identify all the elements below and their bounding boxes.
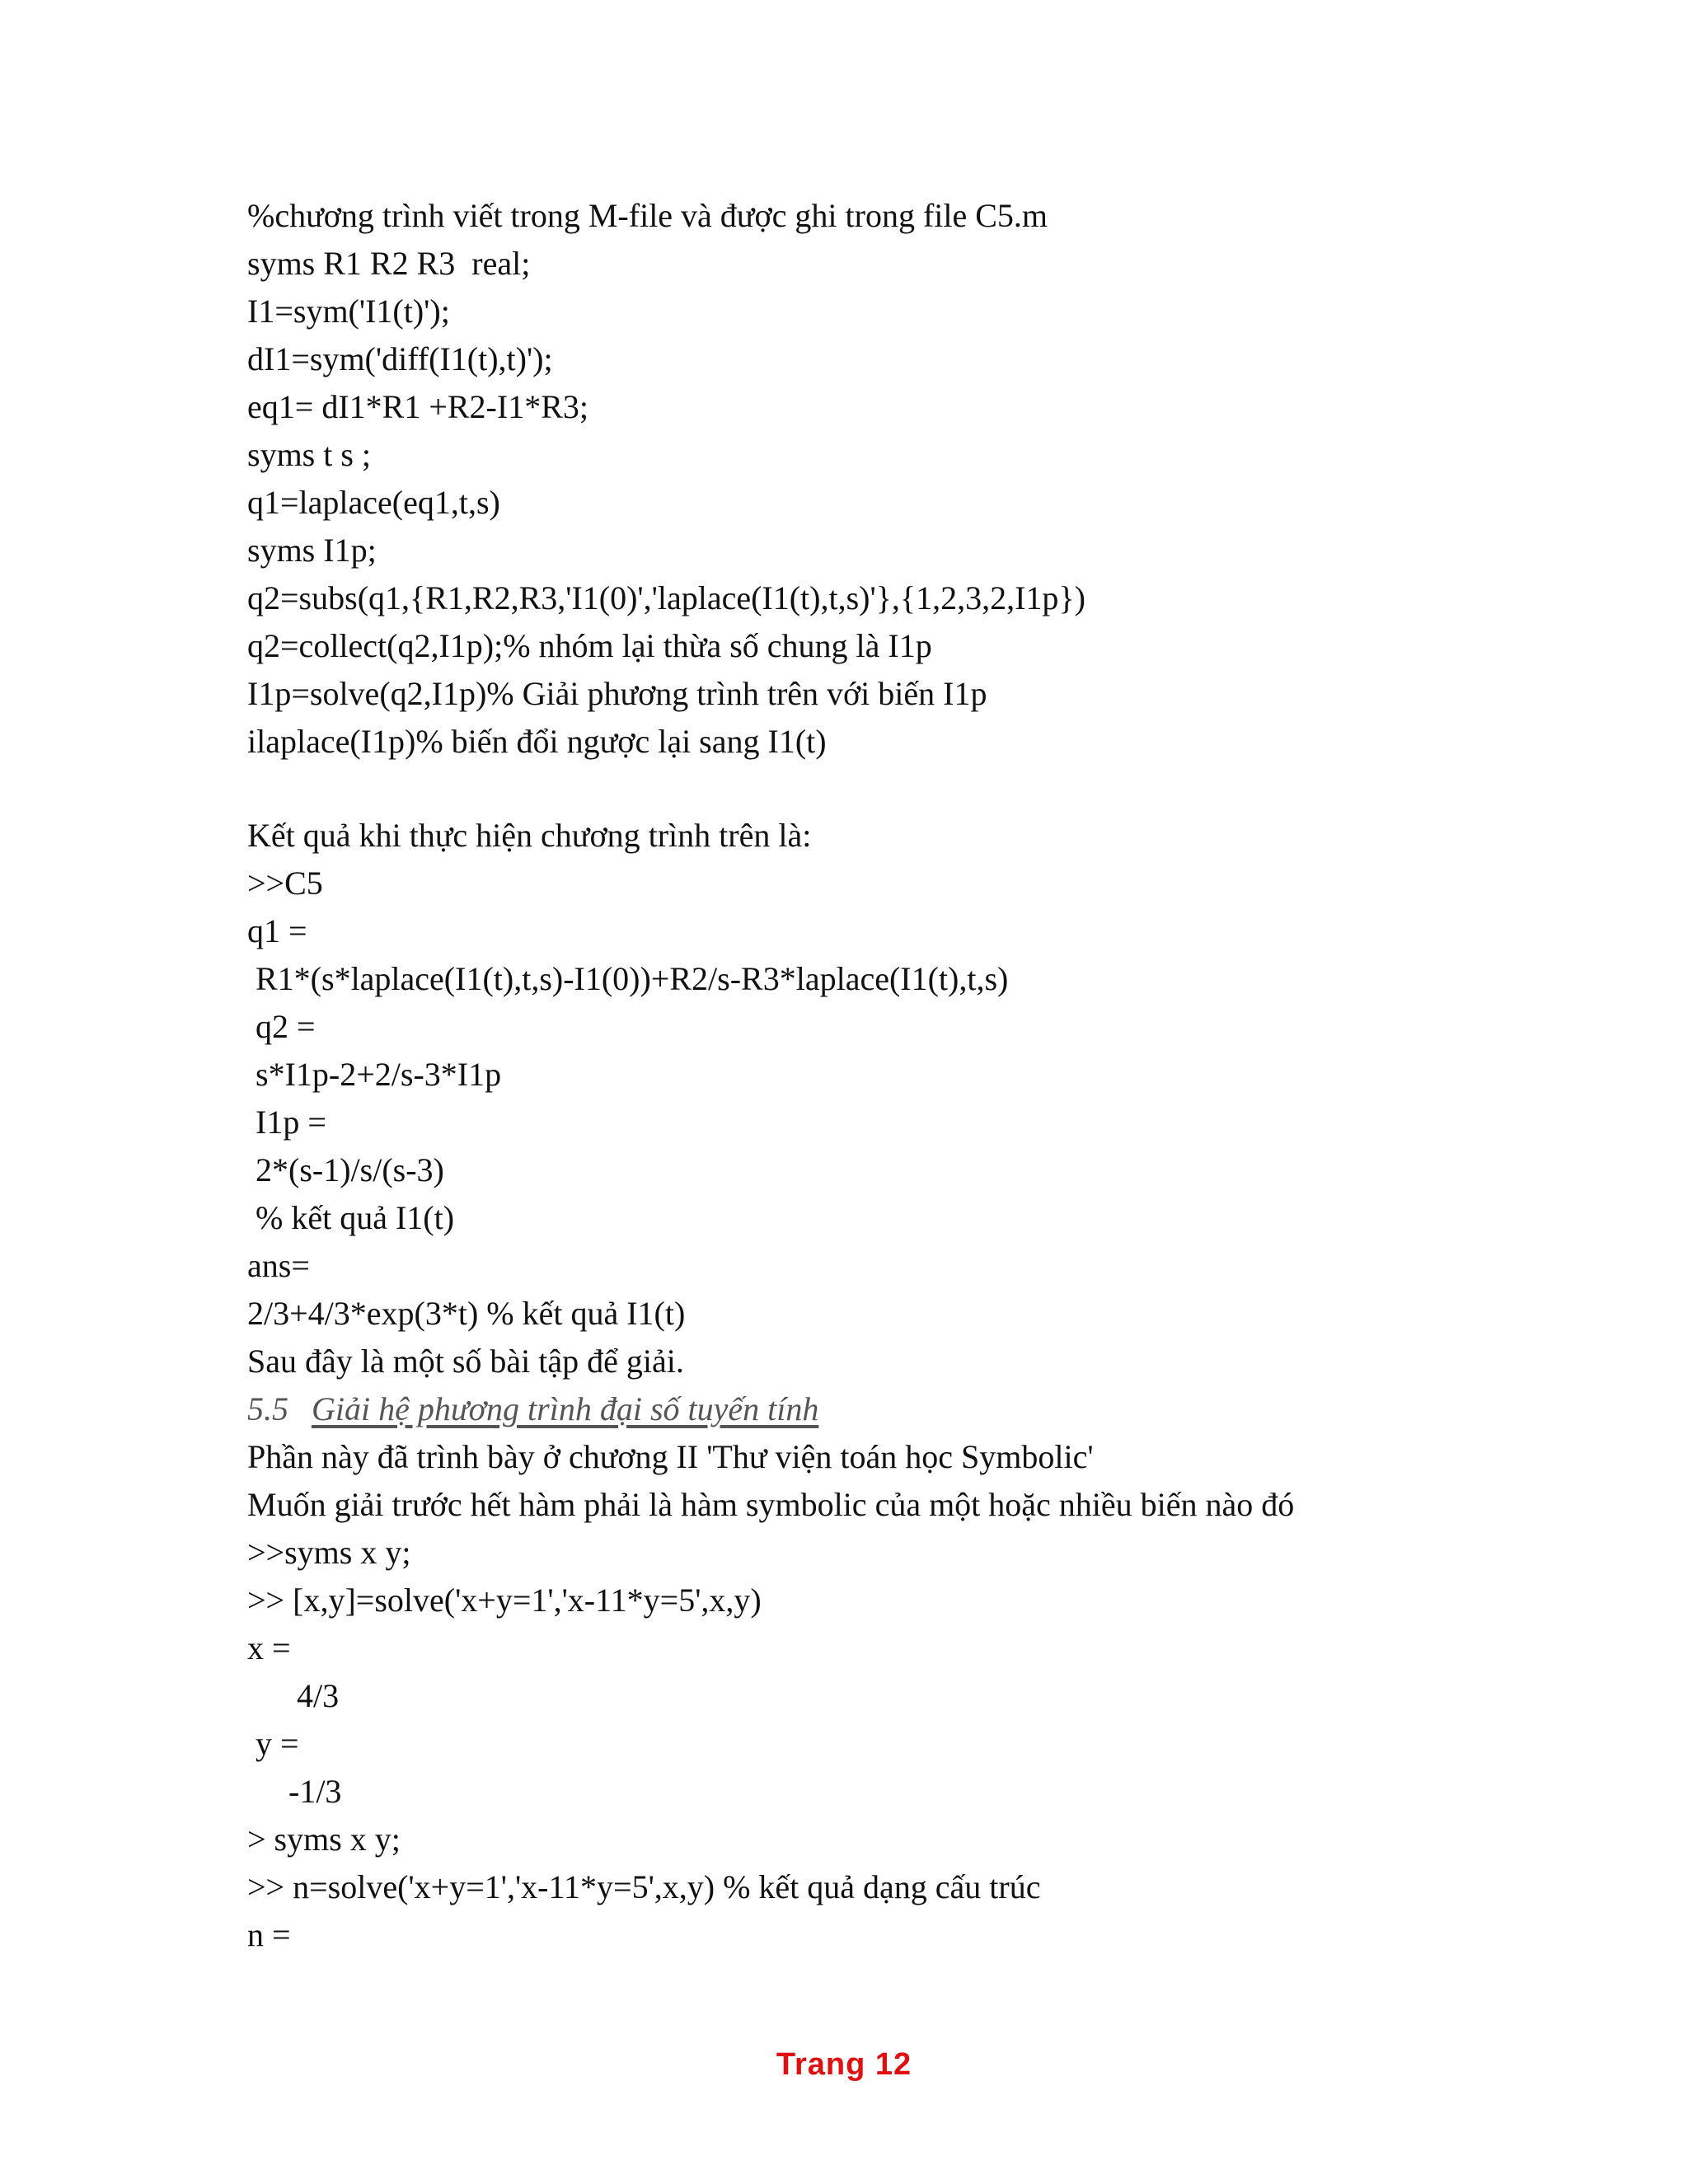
code-line: > syms x y; xyxy=(247,1821,401,1858)
code-line: q2=collect(q2,I1p);% nhóm lại thừa số chung là I1p xyxy=(247,627,932,664)
section-heading xyxy=(247,1390,818,1429)
code-line: dI1=sym('diff(I1(t),t)'); xyxy=(247,340,553,377)
section-number: 5.5 xyxy=(247,1390,288,1427)
output-line: s*I1p-2+2/s-3*I1p xyxy=(247,1056,502,1093)
code-line: syms R1 R2 R3 real; xyxy=(247,245,531,282)
text-line: Kết quả khi thực hiện chương trình trên là: xyxy=(247,817,812,854)
text-line: Phần này đã trình bày ở chương II 'Thư viện toán học Symbolic' xyxy=(247,1438,1094,1475)
output-line: >>C5 xyxy=(247,865,323,902)
code-line: >>syms x y; xyxy=(247,1534,411,1571)
code-line: syms I1p; xyxy=(247,532,377,569)
code-line: q2=subs(q1,{R1,R2,R3,'I1(0)','laplace(I1(t),t,s)'},{1,2,3,2,I1p}) xyxy=(247,579,1085,616)
code-line: I1=sym('I1(t)'); xyxy=(247,293,450,330)
output-line: 2*(s-1)/s/(s-3) xyxy=(247,1151,444,1188)
code-line: eq1= dI1*R1 +R2-I1*R3; xyxy=(247,388,588,425)
code-line: q1=laplace(eq1,t,s) xyxy=(247,484,500,521)
code-line: >> n=solve('x+y=1','x-11*y=5',x,y) % kết quả dạng cấu trúc xyxy=(247,1868,1041,1905)
text-line: Muốn giải trước hết hàm phải là hàm symbolic của một hoặc nhiều biến nào đó xyxy=(247,1486,1295,1523)
code-line: I1p=solve(q2,I1p)% Giải phương trình trên với biến I1p xyxy=(247,675,987,712)
text-line: Sau đây là một số bài tập để giải. xyxy=(247,1343,684,1380)
output-line: 4/3 xyxy=(247,1677,340,1714)
output-line: x = xyxy=(247,1629,291,1666)
output-line: q2 = xyxy=(247,1008,316,1045)
output-line: ans= xyxy=(247,1247,310,1284)
output-line: y = xyxy=(247,1725,299,1762)
output-line: % kết quả I1(t) xyxy=(247,1199,455,1236)
output-line: I1p = xyxy=(247,1104,326,1141)
output-line: n = xyxy=(247,1916,291,1953)
output-line: 2/3+4/3*exp(3*t) % kết quả I1(t) xyxy=(247,1295,686,1332)
output-line: -1/3 xyxy=(247,1773,342,1810)
code-line: ilaplace(I1p)% biến đổi ngược lại sang I1(t) xyxy=(247,723,827,760)
text-line: %chương trình viết trong M-file và được ghi trong file C5.m xyxy=(247,197,1048,234)
section-title: Giải hệ phương trình đại số tuyến tính xyxy=(312,1390,819,1427)
page-number: Trang 12 xyxy=(776,2047,912,2082)
output-line: q1 = xyxy=(247,912,307,949)
code-line: >> [x,y]=solve('x+y=1','x-11*y=5',x,y) xyxy=(247,1582,762,1619)
output-line: R1*(s*laplace(I1(t),t,s)-I1(0))+R2/s-R3*laplace(I1(t),t,s) xyxy=(247,960,1009,997)
code-line: syms t s ; xyxy=(247,436,372,473)
